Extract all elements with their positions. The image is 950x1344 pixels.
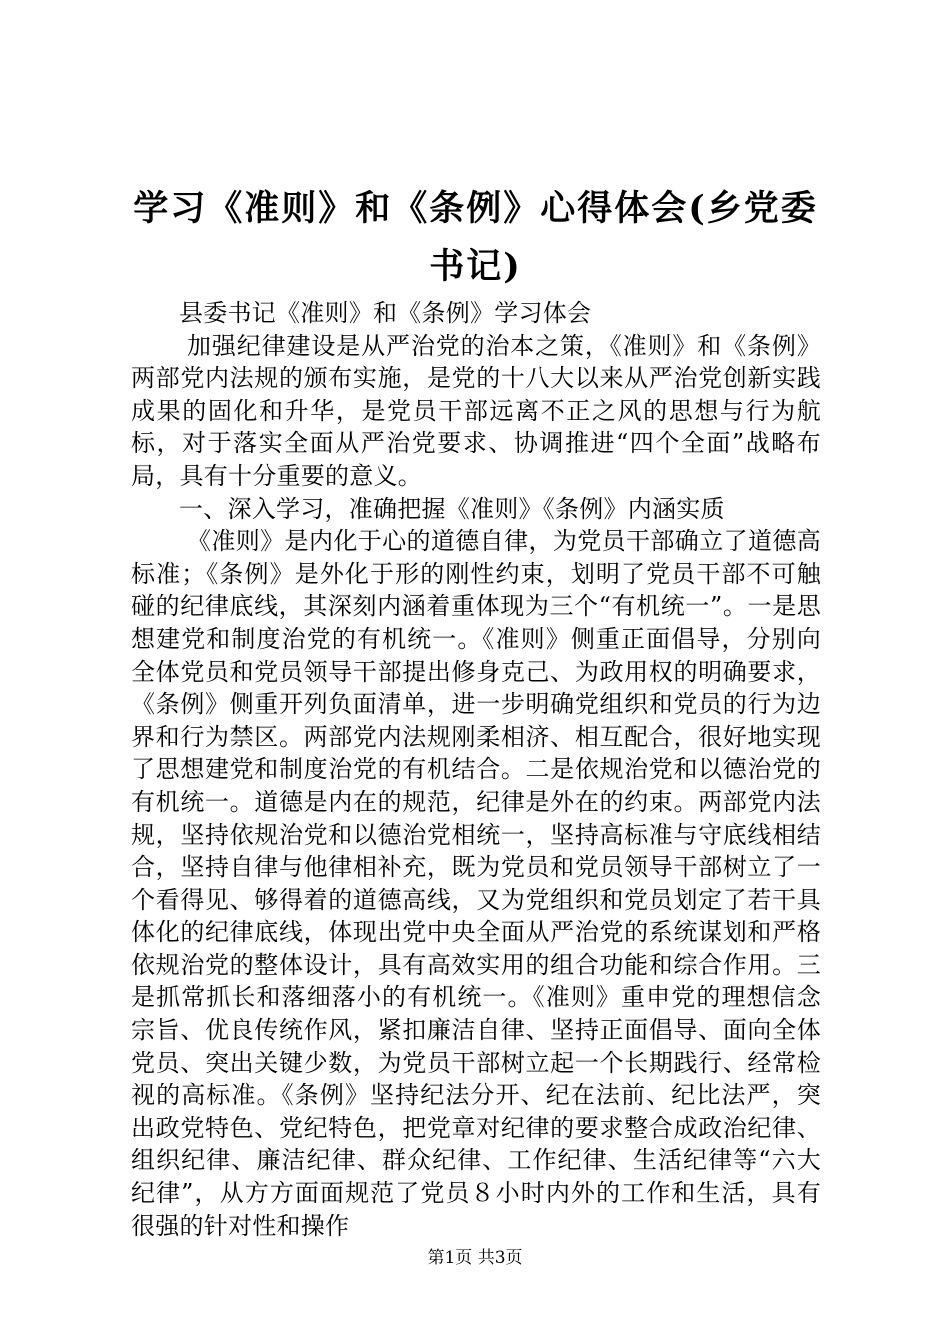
body-paragraph: 加强纪律建设是从严治党的治本之策，《准则》和《条例》两部党内法规的颁布实施，是党的十八大以来从严治党创新实践成果的固化和升华，是党员干部远离不正之风的思想与行为航标，对于落实全面从严治党要求、协调推进“四个全面”战略布局，具有十分重要的意义。: [131, 331, 821, 490]
page-number-footer: 第1页 共3页: [427, 1248, 523, 1268]
document-subtitle: 县委书记《准则》和《条例》学习体会: [179, 299, 592, 327]
section-heading: 一、深入学习，准确把握《准则》《条例》内涵实质: [179, 494, 725, 523]
document-title: 学习《准则》和《条例》心得体会(乡党委书记): [133, 188, 818, 287]
document-body: [131, 297, 821, 1242]
body-paragraph: 《准则》是内化于心的道德自律，为党员干部确立了道德高标准；《条例》是外化于形的刚性约束，划明了党员干部不可触碰的纪律底线，其深刻内涵着重体现为三个“有机统一”。一是思想建党和制度治党的有机统一。《准则》侧重正面倡导，分别向全体党员和党员领导干部提出修身克己、为政用权的明确要求，《条例》侧重开列负面清单，进一步明确党组织和党员的行为边界和行为禁区。两部党内法规刚柔相济、相互配合，很好地实现了思想建党和制度治党的有机结合。二是依规治党和以德治党的有机统一。道德是内在的规范，纪律是外在的约束。两部党内法规，坚持依规治党和以德治党相统一，坚持高标准与守底线相结合，坚持自律与他律相补充，既为党员和党员领导干部树立了一个看得见、够得着的道德高线，又为党组织和党员划定了若干具体化的纪律底线，体现出党中央全面从严治党的系统谋划和严格依规治党的整体设计，具有高效实用的组合功能和综合作用。三是抓常抓长和落细落小的有机统一。《准则》重申党的理想信念宗旨、优良传统作风，紧扣廉洁自律、坚持正面倡导、面向全体党员、突出关键少数，为党员干部树立起一个长期践行、经常检视的高标准。《条例》坚持纪法分开、纪在法前、纪比法严，突出政党特色、党纪特色，把党章对纪律的要求整合成政治纪律、组织纪律、廉洁纪律、群众纪律、工作纪律、生活纪律等“六大纪律”，从方方面面规范了党员８小时内外的工作和生活，具有很强的针对性和操作: [131, 527, 821, 1240]
